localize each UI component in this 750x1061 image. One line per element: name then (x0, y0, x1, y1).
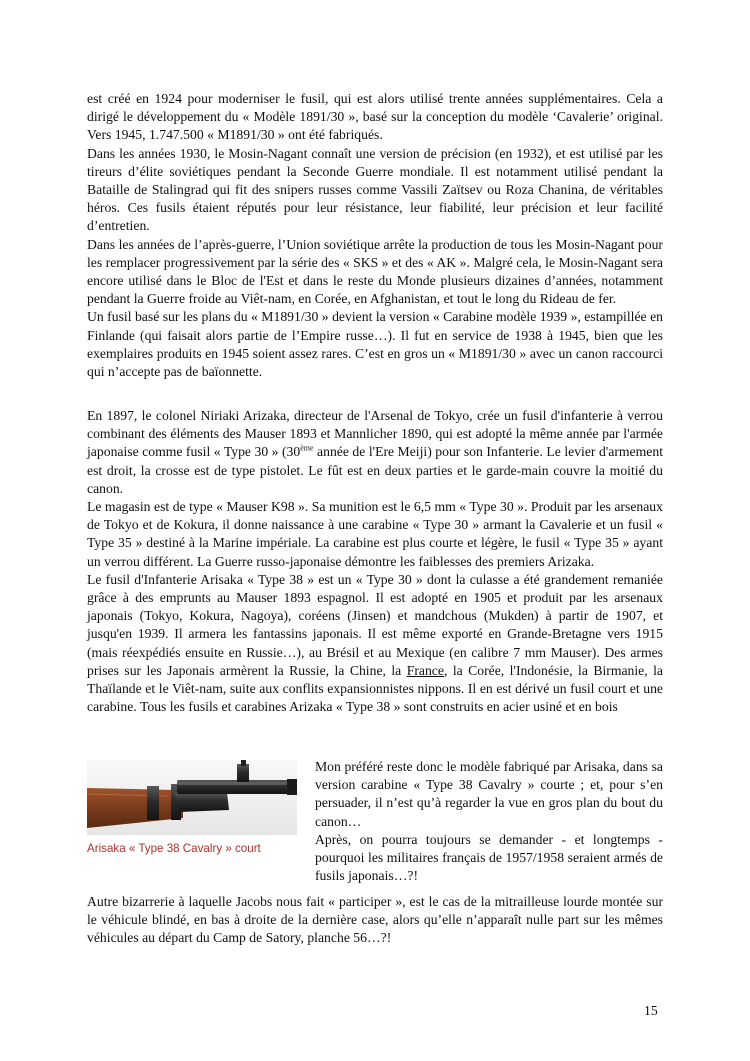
arisaka-section (87, 407, 663, 716)
rifle-figure (87, 760, 297, 855)
paragraph-modele-1891-30: est créé en 1924 pour moderniser le fusil, qui est alors utilisé trente années supplémentaires. Cela a dirigé le développement du « Modèle 1891/30 », basé sur la conception du modèle ‘Cavalerie’ original. Vers 1945, 1.747.500 « M1891/30 » ont été fabriqués. (87, 91, 663, 143)
paragraph-sniper-version: Dans les années 1930, le Mosin-Nagant connaît une version de précision (en 1932), et est utilisé par les tireurs d’élite soviétiques pendant la Seconde Guerre mondiale. Il est notamment utilisé pendant la Bataille de Stalingrad qui fit des snipers russes comme Vassili Zaïtsev ou Roza Chanina, de véritables héros. Ces fusils étaient réputés pour leur résistance, leur fiabilité, leur précision et leur facilité d’entretien. (87, 145, 663, 234)
paragraph-type-30 (87, 407, 663, 498)
france-link[interactable]: France (406, 662, 444, 678)
rifle-barrel-photo (87, 760, 297, 835)
paragraph-carabine-1939: Un fusil basé sur les plans du « M1891/30 » devient la version « Carabine modèle 1939 », estampillée en Finlande (qui faisait alors partie de l’Empire russe…). Il fut en service de 1938 à 1945, bien que les exemplaires produits en 1945 soient assez rares. C’est en gros un « M1891/30 » avec un canon raccourci qui n’accepte pas de baïonnette. (87, 309, 663, 380)
rifle-barrel-image (87, 760, 297, 835)
aside-text (315, 758, 663, 885)
type-38-text-b: , la Corée, l'Indonésie, la Birmanie, la Thaïlande et le Viêt-nam, suite aux conflits expansionnistes nippons. Il en est dérivé un fusil court et une carabine. Tous les fusils et carabines Arizaka « Type 38 » sont construits en acier usiné et en bois (87, 662, 663, 715)
paragraph-militaires: Après, on pourra toujours se demander - et longtemps - pourquoi les militaires français de 1957/1958 seraient armés de fusils japonais…?! (315, 831, 663, 884)
paragraph-prefere: Mon préféré reste donc le modèle fabriqué par Arisaka, dans sa version carabine « Type 38 Cavalry » courte ; et, pour s’en persuader, il n’est qu’à regarder la vue en gros plan du bout du canon… (315, 759, 663, 829)
page-number: 15 (644, 1003, 658, 1018)
mosin-nagant-section (87, 90, 663, 381)
superscript-eme: ème (300, 443, 314, 453)
mitrailleuse-section (87, 893, 663, 948)
type-30-text-a: En 1897, le colonel Niriaki Arizaka, directeur de l'Arsenal de Tokyo, crée un fusil d'infanterie à verrou combinant des éléments des Mauser 1893 et Mannlicher 1890, qui est adopté la même année par l'armée japonaise comme fusil « Type 30 » (30 (87, 408, 663, 460)
paragraph-post-war: Dans les années de l’après-guerre, l’Union soviétique arrête la production de tous les Mosin-Nagant pour les remplacer progressivement par la série des « SKS » et des « AK ». Malgré cela, le Mosin-Nagant sera encore utilisé dans le Bloc de l'Est et dans le reste du Monde plusieurs dizaines d’années, notamment pendant la Guerre froide au Viêt-nam, en Corée, en Afghanistan, et tout le long du Rideau de fer. (87, 236, 663, 307)
paragraph-magasin: Le magasin est de type « Mauser K98 ». Sa munition est le 6,5 mm « Type 30 ». Produit par les arsenaux de Tokyo et de Kokura, il donne naissance à une carabine « Type 30 » armant la Cavalerie et un fusil « Type 35 » destiné à la Marine impériale. La carabine est plus courte et légère, le fusil « Type 35 » ayant un verrou différent. La Guerre russo-japonaise démontre les faiblesses des premiers Arizaka. (87, 499, 663, 569)
paragraph-type-38 (87, 571, 663, 717)
type-38-text-a: Le fusil d'Infanterie Arisaka « Type 38 » est un « Type 30 » dont la culasse a été grandement remaniée grâce à des emprunts au Mauser 1893 espagnol. Il est adopté en 1905 et produit par les arsenaux japonais (Tokyo, Kokura, Nagoya), coréens (Jinsen) et mandchous (Mukden) à partir de 1907, et jusqu'en 1939. Il armera les fantassins japonais. Il est même exporté en Grande-Bretagne vers 1915 (mais réexpédiés ensuite en Russie…), au Brésil et au Mexique (en calibre 7 mm Mauser). Des armes prises sur les Japonais armèrent la Russie, la Chine, la (87, 571, 663, 678)
figure-caption: Arisaka « Type 38 Cavalry » court (87, 842, 261, 855)
type-30-text-b: année de l'Ere Meiji) pour son Infanterie. Le levier d'armement est droit, la crosse est de type pistolet. Le fût est en deux parties et le garde-main couvre la moitié du canon. (87, 444, 663, 496)
paragraph-mitrailleuse: Autre bizarrerie à laquelle Jacobs nous fait « participer », est le cas de la mitrailleuse lourde montée sur le véhicule blindé, en bas à droite de la dernière case, alors qu’elle n’apparaît nulle part sur les mêmes véhicules au départ du Camp de Satory, planche 56…?! (87, 894, 663, 946)
